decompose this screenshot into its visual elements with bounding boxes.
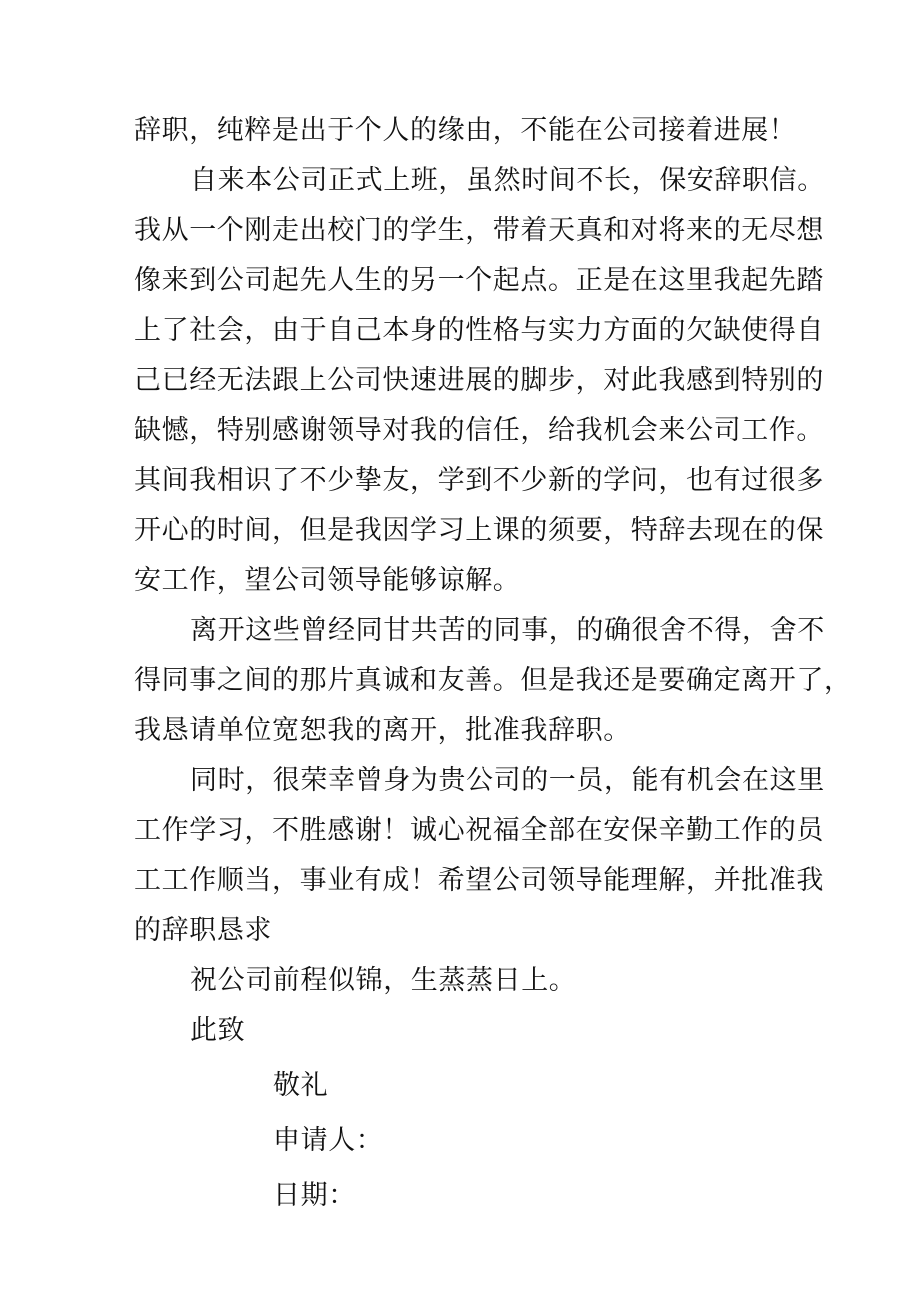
paragraph-4-line-2: 工作学习，不胜感谢！诚心祝福全部在安保辛勤工作的员 (134, 815, 824, 846)
paragraph-2-line-6: 缺憾，特别感谢领导对我的信任，给我机会来公司工作。 (134, 415, 824, 446)
cizhi-line: 此致 (190, 1015, 246, 1046)
paragraph-2-line-3: 像来到公司起先人生的另一个起点。正是在这里我起先踏 (134, 265, 824, 296)
paragraph-2-line-8: 开心的时间，但是我因学习上课的须要，特辞去现在的保 (134, 515, 824, 546)
date-line: 日期： (273, 1180, 356, 1211)
paragraph-4-line-3: 工工作顺当，事业有成！希望公司领导能理解，并批准我 (134, 865, 824, 896)
paragraph-2-line-4: 上了社会，由于自己本身的性格与实力方面的欠缺使得自 (134, 315, 824, 346)
paragraph-3-line-1: 离开这些曾经同甘共苦的同事，的确很舍不得，舍不 (190, 615, 825, 646)
paragraph-3-line-3: 我恳请单位宽恕我的离开，批准我辞职。 (134, 715, 631, 746)
paragraph-4-line-4: 的辞职恳求 (134, 915, 272, 946)
paragraph-2-line-7: 其间我相识了不少挚友，学到不少新的学问，也有过很多 (134, 465, 824, 496)
paragraph-2-line-9: 安工作，望公司领导能够谅解。 (134, 565, 521, 596)
paragraph-1-line-1: 辞职，纯粹是出于个人的缘由，不能在公司接着进展！ (134, 115, 797, 146)
paragraph-4-line-1: 同时，很荣幸曾身为贵公司的一员，能有机会在这里 (190, 765, 825, 796)
paragraph-2-line-2: 我从一个刚走出校门的学生，带着天真和对将来的无尽想 (134, 215, 824, 246)
paragraph-2-line-1: 自来本公司正式上班，虽然时间不长，保安辞职信。 (190, 165, 825, 196)
applicant-line: 申请人： (273, 1125, 384, 1156)
paragraph-2-line-5: 己已经无法跟上公司快速进展的脚步，对此我感到特别的 (134, 365, 824, 396)
paragraph-3-line-2: 得同事之间的那片真诚和友善。但是我还是要确定离开了， (134, 665, 852, 696)
salute-line: 敬礼 (273, 1070, 329, 1101)
wishes-line: 祝公司前程似锦，生蒸蒸日上。 (190, 965, 577, 996)
